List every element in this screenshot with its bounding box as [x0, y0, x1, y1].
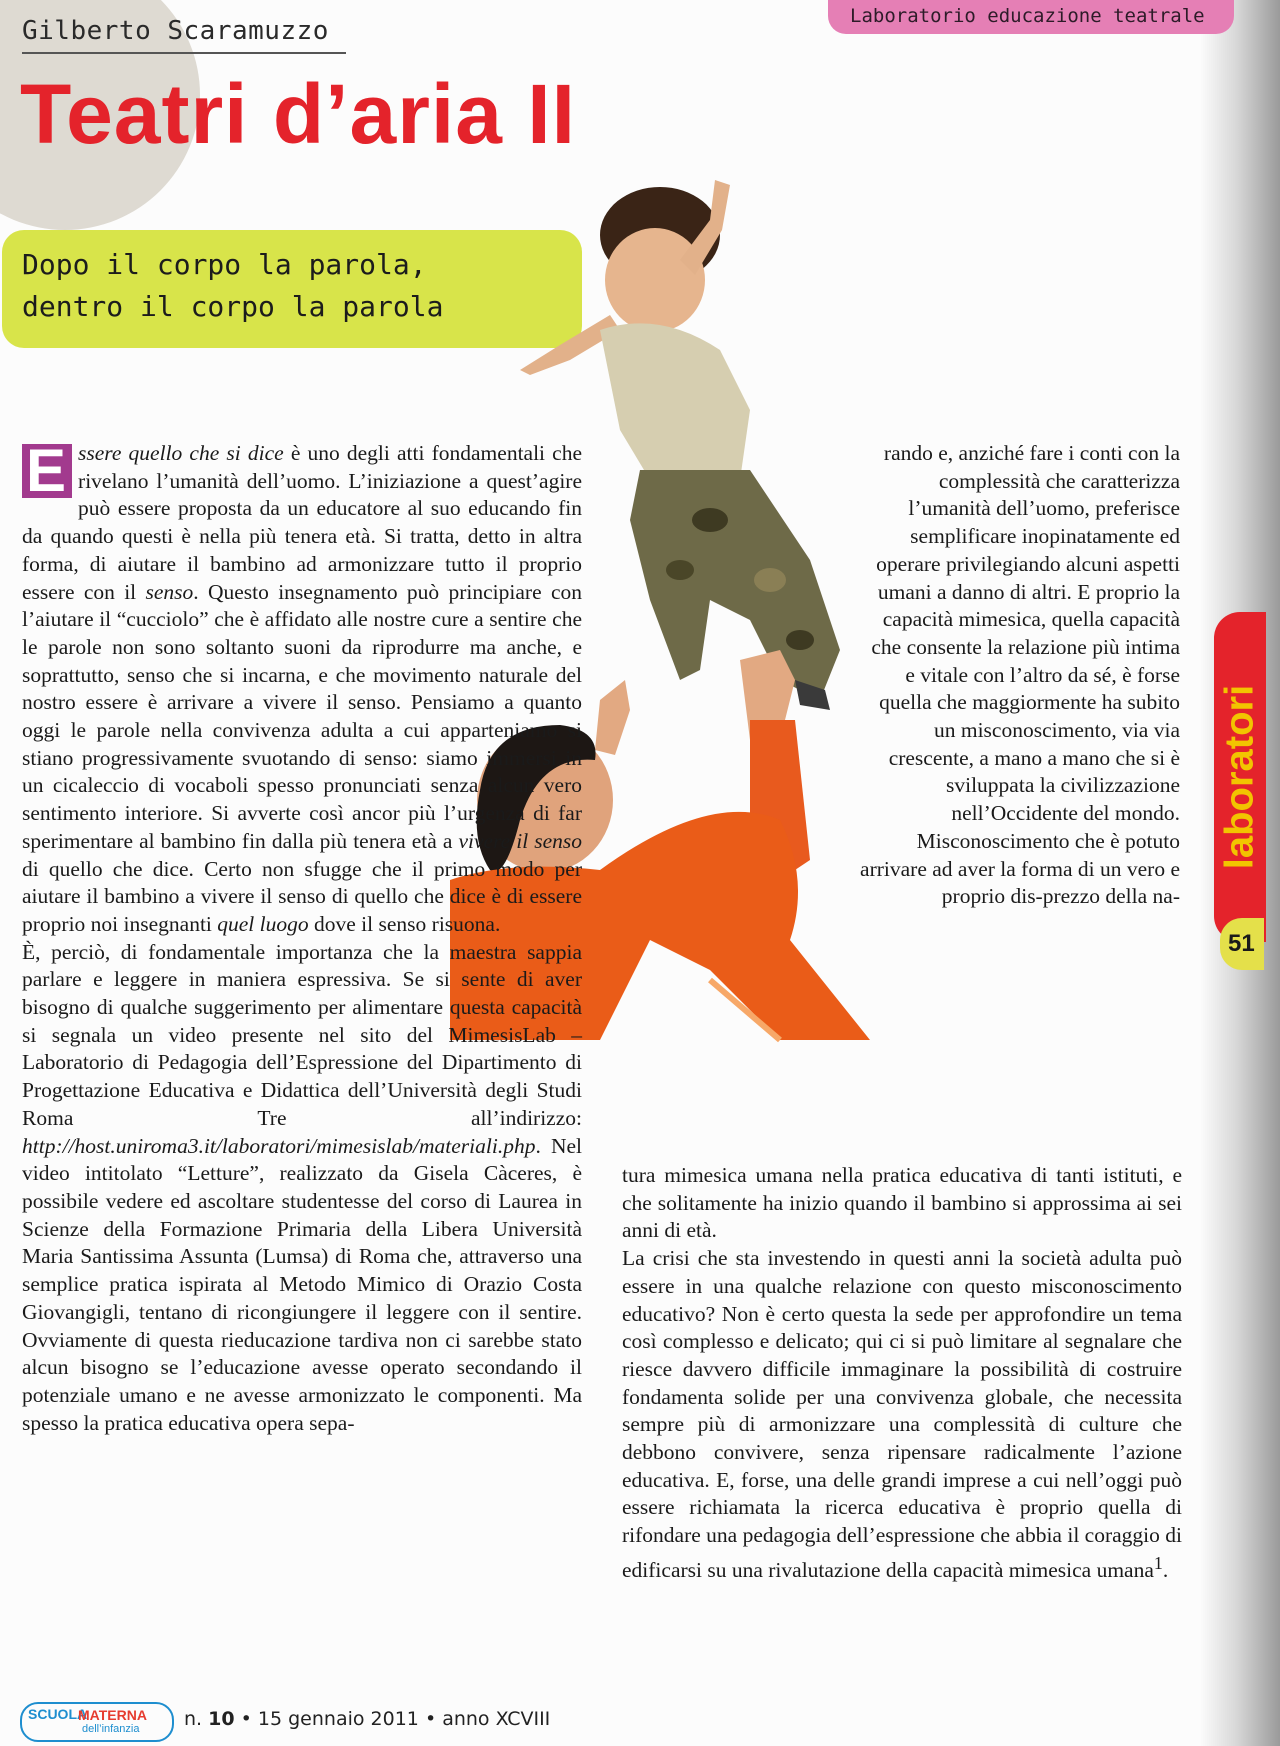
page-number-badge	[1220, 918, 1264, 970]
logo-word-infanzia: dell’infanzia	[82, 1723, 140, 1735]
article-title: Teatri d’aria II	[20, 67, 576, 161]
right-column-top-text: rando e, anziché fare i conti con la complessità che caratterizza l’umanità dell’uomo, preferisce semplificare inopinatamente ed operare privilegiando alcuni aspetti umani a danno di altri. E proprio la capacità mimesica, quella capacità che consente la relazione più intima e vitale con l’altro da sé, è forse quella che maggiormente ha subito un misconoscimento, via via crescente, a mano a mano che si è sviluppata la civilizzazione nell’Occidente del mondo. Misconoscimento che è potuto arrivare ad aver la forma di un vero e proprio dis-prezzo della na-	[860, 441, 1180, 909]
left-col-run: di quello che dice. Certo non sfugge che il primo modo per aiutare il bambino a vivere il senso di quello che dice è di essere proprio noi insegnanti	[22, 856, 582, 936]
right-col-bottom-run: La crisi che sta investendo in questi anni la società adulta può essere in una qualche relazione con questo misconoscimento educativo? Non è certo questa la sede per approfondire un tema così complesso e delicato; qui ci si può limitare al segnalare che riesce davvero difficile immaginare la possibilità di costruire fondamenta solide per una convivenza globale, che necessita sempre più di armonizzare una complessità di culture che debbono convivere, senza ripensare radicalmente l’azione educativa. E, forse, una delle grandi imprese a cui nell’oggi può essere richiamata la ricerca educativa è proprio quella di rifondare una pedagogia dell’espressione che abbia il coraggio di edificarsi su una rivalutazione della capacità mimesica umana	[622, 1246, 1182, 1582]
author-name: Gilberto Scaramuzzo	[22, 16, 346, 54]
left-col-run: quel luogo	[217, 911, 309, 936]
magazine-logo	[20, 1702, 174, 1742]
right-col-bottom-run: .	[1162, 1558, 1169, 1582]
subtitle-line-1: Dopo il corpo la parola,	[22, 248, 427, 281]
logo-word-materna: MATERNA	[78, 1707, 147, 1723]
left-col-run: È, perciò, di fondamentale importanza che la maestra sappia parlare e leggere in maniera espressiva. Se si sente di aver bisogno di qualche suggerimento per alimentare questa capacità si segnala un video presente nel sito del MimesisLab – Laboratorio di Pedagogia dell’Espressione del Dipartimento di Progettazione Educativa e Didattica dell’Università degli Studi Roma Tre all’indirizzo:	[22, 939, 582, 1130]
father-raised-hand-left	[595, 680, 630, 755]
left-col-run: senso	[145, 579, 194, 604]
child-shirt	[600, 323, 750, 480]
issue-number: 10	[208, 1708, 235, 1730]
article-column-left	[22, 437, 582, 1437]
right-col-bottom-run: tura mimesica umana nella pratica educativa di tanti istituti, e che solitamente ha inizio quando il bambino si approssima ai sei anni di età.	[622, 1163, 1182, 1243]
issue-volume: anno XCVIII	[442, 1708, 551, 1730]
right-column-bottom-text	[622, 1163, 1182, 1582]
issue-info: n. 10 • 15 gennaio 2011 • anno XCVIII	[184, 1708, 551, 1730]
left-col-run: . Nel video intitolato “Letture”, realizzato da Gisela Càceres, è possibile vedere ed ascoltare studentesse del corso di Laurea in Scienze della Formazione Primaria della Libera Università Maria Santissima Assunta (Lumsa) di Roma che, attraverso una semplice pratica ispirata al Metodo Mimico di Orazio Costa Giovangigli, tentano di ricongiungere il leggere con il sentire. Ovviamente di questa rieducazione tardiva non ci sarebbe stato alcun bisogno se l’educazione avesse operato secondando il potenziale umano e ne avesse armonizzato le componenti. Ma spesso la pratica educativa opera sepa-	[22, 1133, 582, 1435]
drop-cap: E	[22, 444, 72, 498]
page-number: 51	[1228, 930, 1255, 957]
side-tab-label: laboratori	[1217, 684, 1262, 870]
left-column-text	[22, 441, 582, 1435]
left-col-run: è uno degli atti fondamentali che rivelano l’umanità dell’uomo. L’iniziazione a quest’agire può essere proposta da un educatore al suo educando fin da quando questi è nella più tenera età. Si tratta, detto in altra forma, di aiutare il bambino ad armonizzare tutto il proprio essere con il	[22, 441, 582, 604]
left-col-run: http://host.uniroma3.it/laboratori/mimesislab/materiali.php	[22, 1133, 536, 1158]
logo-word-scuola: SCUOLA	[28, 1706, 88, 1722]
article-column-right-bottom	[622, 1162, 1182, 1585]
child-pants	[630, 470, 840, 700]
right-col-bottom-run: 1	[1153, 1552, 1163, 1573]
issue-prefix: n.	[184, 1708, 203, 1730]
section-tag-label: Laboratorio educazione teatrale	[850, 5, 1205, 27]
section-tag	[828, 0, 1234, 34]
left-col-run: . Questo insegnamento può principiare con l’aiutare il “cucciolo” che è affidato alle nostre cure a sentire che le parole non sono soltanto suoni da riprodurre ma anche, e soprattutto, senso che si incarna, e che movimento naturale del nostro essere è arrivare a vivere il senso. Pensiamo a quanto oggi le parole nella convivenza adulta a cui apparteniamo si stiano progressivamente svuotando di senso: siamo immersi in un cicaleccio di vocaboli spesso pronunciati senza alcun vero sentimento interiore. Si avverte così ancor più l’urgenza di far sperimentare al bambino fin dalla più tenera età a	[22, 579, 582, 853]
left-col-run: ssere quello che si dice	[78, 441, 284, 465]
left-col-run: vivere il senso	[458, 828, 582, 853]
issue-date: 15 gennaio 2011	[257, 1708, 419, 1730]
subtitle-line-2: dentro il corpo la parola	[22, 290, 444, 323]
section-side-tab	[1214, 612, 1266, 942]
child-face	[605, 228, 705, 332]
left-col-run: dove il senso risuona.	[308, 911, 501, 936]
article-column-right-top	[860, 440, 1180, 911]
